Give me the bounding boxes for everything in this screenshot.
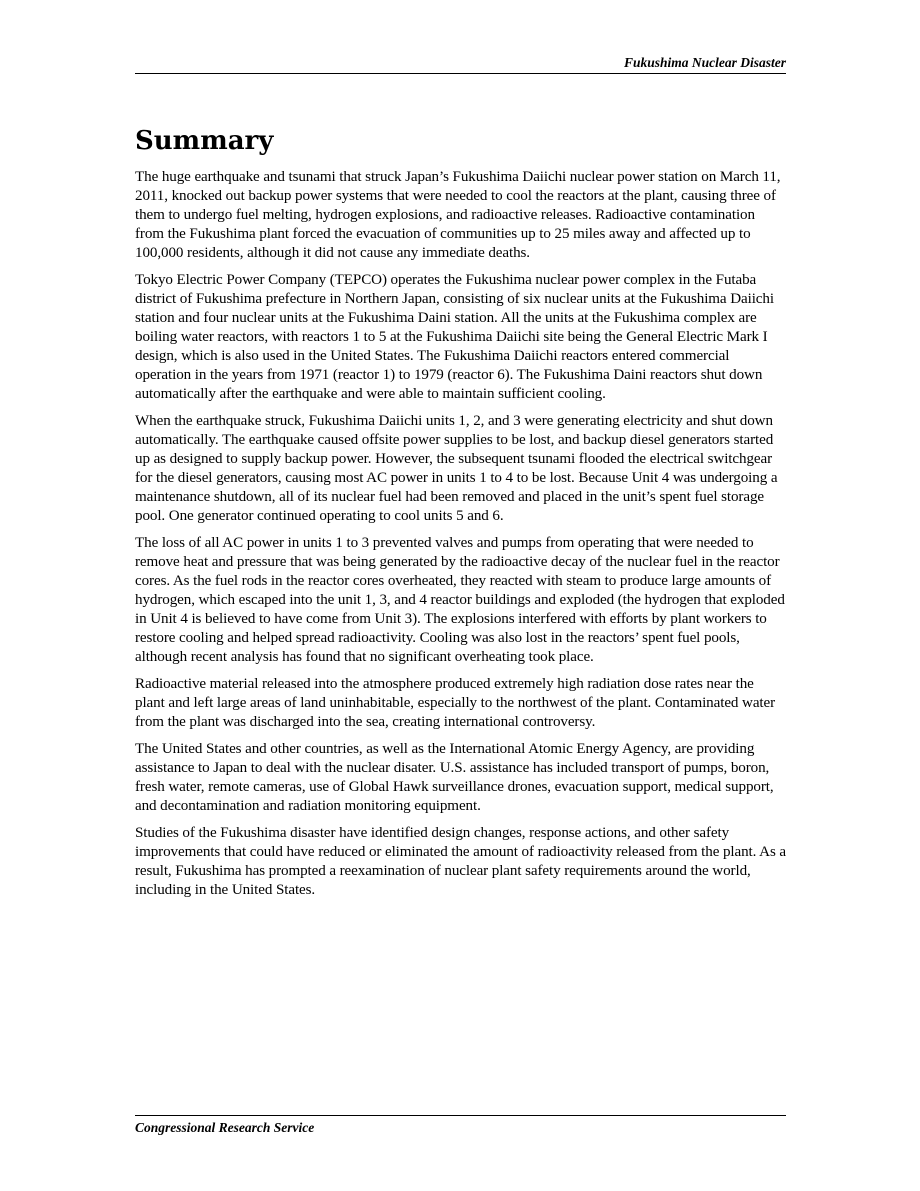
page-title: Summary xyxy=(135,126,274,156)
paragraph: Tokyo Electric Power Company (TEPCO) operates the Fukushima nuclear power complex in the Futaba district of Fukushima prefecture in Northern Japan, consisting of six nuclear units at the Fukushima Daiichi station and four nuclear units at the Fukushima Daini station. All the units at the Fukushima complex are boiling water reactors, with reactors 1 to 5 at the Fukushima Daiichi site being the General Electric Mark I design, which is also used in the United States. The Fukushima Daiichi reactors entered commercial operation in the years from 1971 (reactor 1) to 1979 (reactor 6). The Fukushima Daini reactors shut down automatically after the earthquake and were able to maintain sufficient cooling. xyxy=(135,272,774,402)
running-footer: Congressional Research Service xyxy=(135,1120,315,1135)
running-header: Fukushima Nuclear Disaster xyxy=(623,55,786,70)
body-text xyxy=(135,168,787,908)
header-rule xyxy=(135,73,786,74)
paragraph: The loss of all AC power in units 1 to 3 prevented valves and pumps from operating that were needed to remove heat and pressure that was being generated by the radioactive decay of the nuclear fuel in the reactor cores. As the fuel rods in the reactor cores overheated, they reacted with steam to produce large amounts of hydrogen, which escaped into the unit 1, 3, and 4 reactor buildings and exploded (the hydrogen that exploded in Unit 4 is believed to have come from Unit 3). The explosions interfered with efforts by plant workers to restore cooling and helped spread radioactivity. Cooling was also lost in the reactors’ spent fuel pools, although recent analysis has found that no significant overheating took place. xyxy=(135,535,785,665)
paragraph: The United States and other countries, as well as the International Atomic Energy Agency, are providing assistance to Japan to deal with the nuclear disater. U.S. assistance has included transport of pumps, boron, fresh water, remote cameras, use of Global Hawk surveillance drones, evacuation support, medical support, and decontamination and radiation monitoring equipment. xyxy=(135,741,774,814)
paragraph: Radioactive material released into the atmosphere produced extremely high radiation dose rates near the plant and left large areas of land uninhabitable, especially to the northwest of the plant. Contaminated water from the plant was discharged into the sea, creating international controversy. xyxy=(135,676,776,730)
footer-rule xyxy=(135,1115,786,1116)
paragraph: Studies of the Fukushima disaster have identified design changes, response actions, and other safety improvements that could have reduced or eliminated the amount of radioactivity released from the plant. As a result, Fukushima has prompted a reexamination of nuclear plant safety requirements around the world, including in the United States. xyxy=(135,825,787,898)
paragraph: When the earthquake struck, Fukushima Daiichi units 1, 2, and 3 were generating electricity and shut down automatically. The earthquake caused offsite power supplies to be lost, and backup diesel generators started up as designed to supply backup power. However, the subsequent tsunami flooded the electrical switchgear for the diesel generators, causing most AC power in units 1 to 4 to be lost. Because Unit 4 was undergoing a maintenance shutdown, all of its nuclear fuel had been removed and placed in the unit’s spent fuel storage pool. One generator continued operating to cool units 5 and 6. xyxy=(135,413,778,524)
paragraph: The huge earthquake and tsunami that struck Japan’s Fukushima Daiichi nuclear power station on March 11, 2011, knocked out backup power systems that were needed to cool the reactors at the plant, causing three of them to undergo fuel melting, hydrogen explosions, and radioactive releases. Radioactive contamination from the Fukushima plant forced the evacuation of communities up to 25 miles away and affected up to 100,000 residents, although it did not cause any immediate deaths. xyxy=(135,169,781,261)
